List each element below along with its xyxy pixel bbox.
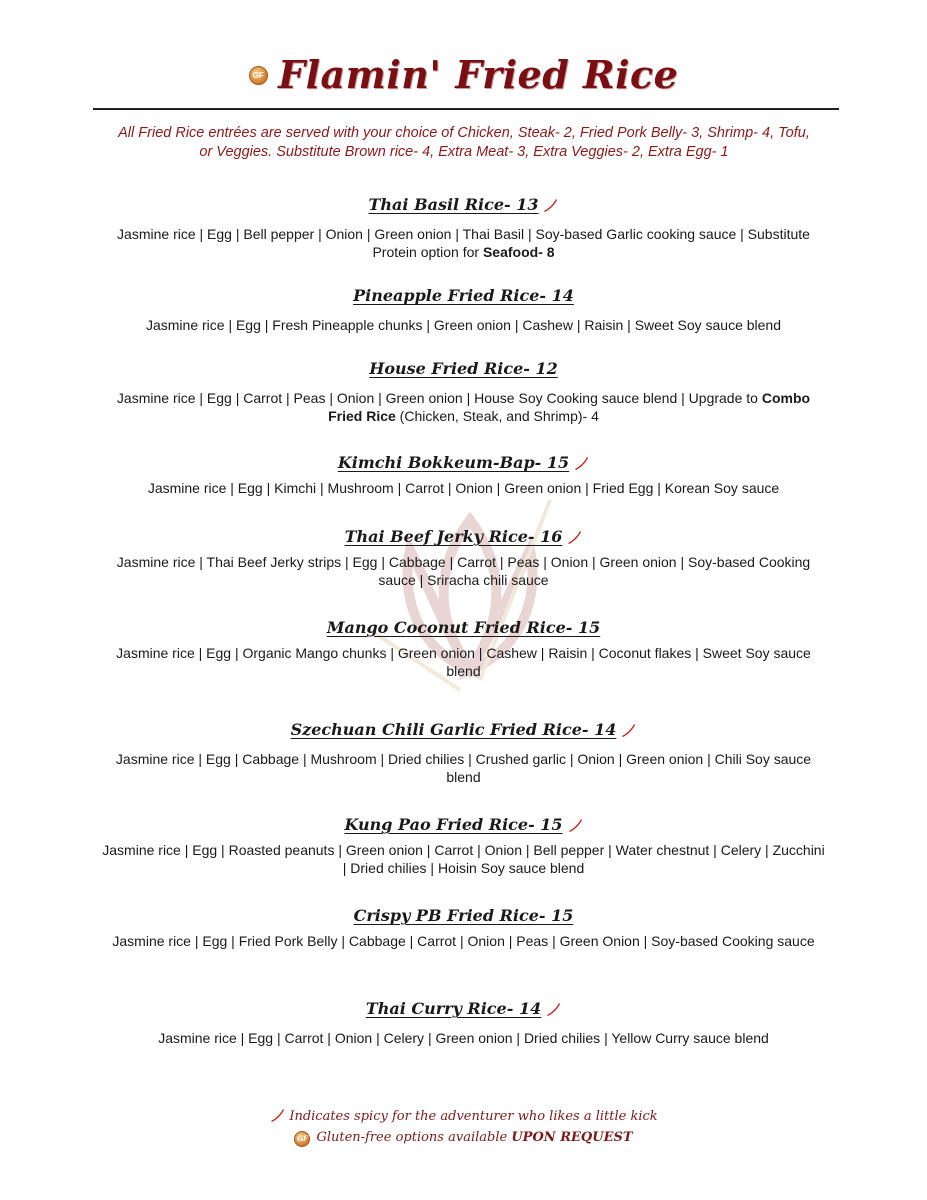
item-description: Jasmine rice | Egg | Bell pepper | Onion | Green onion | Thai Basil | Soy-based Garlic cooking sauce | Substitute Protein option for Seafood- 8	[117, 226, 810, 260]
chili-pepper-icon	[545, 1002, 561, 1016]
item-title: House Fried Rice- 12	[369, 359, 558, 378]
item-title: Crispy PB Fried Rice- 15	[353, 906, 574, 925]
spicy-legend: Indicates spicy for the adventurer who likes a little kick	[0, 1108, 927, 1124]
menu-item	[100, 906, 827, 950]
gluten-free-icon: GF	[294, 1131, 310, 1147]
item-title: Thai Beef Jerky Rice- 16	[344, 527, 563, 546]
item-description: Jasmine rice | Egg | Organic Mango chunks | Green onion | Cashew | Raisin | Coconut flakes | Sweet Soy sauce blend	[116, 645, 811, 679]
chili-pepper-icon	[566, 530, 582, 544]
item-description: Jasmine rice | Egg | Roasted peanuts | Green onion | Carrot | Onion | Bell pepper | Water chestnut | Celery | Zucchini | Dried chilies | Hoisin Soy sauce blend	[102, 842, 825, 876]
item-description: Jasmine rice | Egg | Carrot | Peas | Onion | Green onion | House Soy Cooking sauce blend | Upgrade to Combo Fried Rice (Chicken, Steak, and Shrimp)- 4	[116, 390, 811, 424]
item-title: Thai Basil Rice- 13	[368, 195, 539, 214]
item-description: Jasmine rice | Egg | Carrot | Onion | Celery | Green onion | Dried chilies | Yellow Curry sauce blend	[158, 1030, 769, 1046]
item-title: Mango Coconut Fried Rice- 15	[326, 618, 601, 637]
lotus-watermark-icon	[350, 480, 590, 720]
chili-pepper-icon	[567, 818, 583, 832]
menu-item	[100, 286, 827, 334]
item-description: Jasmine rice | Egg | Kimchi | Mushroom | Carrot | Onion | Green onion | Fried Egg | Korean Soy sauce	[147, 480, 780, 496]
menu-item	[100, 618, 827, 680]
menu-item	[100, 527, 827, 589]
item-description: Jasmine rice | Egg | Cabbage | Mushroom | Dried chilies | Crushed garlic | Onion | Green onion | Chili Soy sauce blend	[115, 751, 812, 785]
gluten-free-legend: GF Gluten-free options available UPON REQUEST	[0, 1130, 927, 1147]
item-description: Jasmine rice | Egg | Fried Pork Belly | Cabbage | Carrot | Onion | Peas | Green Onion | Soy-based Cooking sauce	[112, 933, 815, 949]
item-title: Szechuan Chili Garlic Fried Rice- 14	[290, 720, 617, 739]
chili-pepper-icon	[269, 1108, 285, 1122]
title-divider	[93, 108, 839, 110]
menu-item	[100, 815, 827, 877]
item-title: Kimchi Bokkeum-Bap- 15	[337, 453, 570, 472]
chili-pepper-icon	[542, 198, 558, 212]
intro-text: All Fried Rice entrées are served with your choice of Chicken, Steak- 2, Fried Pork Belly- 3, Shrimp- 4, Tofu, or Veggies. Substitute Brown rice- 4, Extra Meat- 3, Extra Veggies- 2, Extra Egg- 1	[118, 125, 810, 160]
item-description: Jasmine rice | Egg | Fresh Pineapple chunks | Green onion | Cashew | Raisin | Sweet Soy sauce blend	[145, 317, 782, 333]
menu-item	[100, 999, 827, 1047]
menu-item	[100, 359, 827, 425]
menu-item	[100, 453, 827, 497]
page-title: Flamin' Fried Rice	[278, 52, 679, 97]
item-description: Jasmine rice | Thai Beef Jerky strips | Egg | Cabbage | Carrot | Peas | Onion | Green onion | Soy-based Cooking sauce | Sriracha chili sauce	[116, 554, 811, 588]
chili-pepper-icon	[620, 723, 636, 737]
menu-item	[100, 195, 827, 261]
chili-pepper-icon	[573, 456, 589, 470]
item-title: Pineapple Fried Rice- 14	[353, 286, 574, 305]
item-title: Kung Pao Fried Rice- 15	[344, 815, 563, 834]
header	[0, 52, 927, 97]
menu-item	[100, 720, 827, 786]
item-title: Thai Curry Rice- 14	[365, 999, 542, 1018]
gluten-free-icon: GF	[249, 66, 268, 85]
